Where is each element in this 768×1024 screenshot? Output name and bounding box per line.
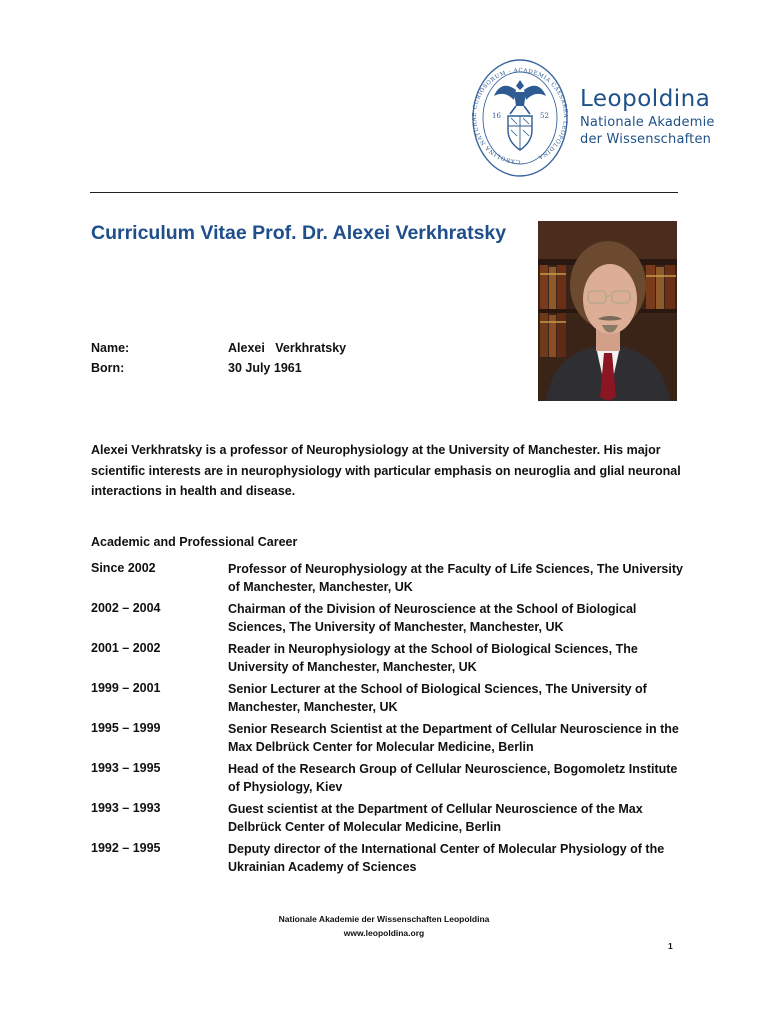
career-list xyxy=(91,561,691,881)
intro-paragraph: Alexei Verkhratsky is a professor of Neurophysiology at the University of Manchester. His major scientific interests are in neurophysiology with particular emphasis on neuroglia and glial neuronal interactions in health and disease. xyxy=(91,443,681,498)
svg-text:52: 52 xyxy=(540,112,549,120)
portrait-illustration xyxy=(538,221,677,401)
career-description: Chairman of the Division of Neuroscience at the School of Biological Sciences, The University of Manchester, Manchester, UK xyxy=(228,602,637,634)
logo-name: Leopoldina xyxy=(580,86,711,112)
career-entry xyxy=(91,681,691,721)
career-entry xyxy=(91,641,691,681)
name-label: Name: xyxy=(91,341,130,355)
career-years: 2002 – 2004 xyxy=(91,601,161,615)
career-entry xyxy=(91,721,691,761)
page-title: Curriculum Vitae Prof. Dr. Alexei Verkhratsky xyxy=(91,222,507,244)
career-heading: Academic and Professional Career xyxy=(91,535,298,549)
svg-text:16: 16 xyxy=(492,112,501,120)
academy-seal-icon xyxy=(470,56,570,180)
page-number: 1 xyxy=(668,941,673,951)
career-entry xyxy=(91,801,691,841)
born-label: Born: xyxy=(91,361,125,375)
career-description: Deputy director of the International Center of Molecular Physiology of the Ukrainian Academy of Sciences xyxy=(228,842,665,874)
career-entry xyxy=(91,841,691,881)
footer-website-link[interactable]: www.leopoldina.org xyxy=(343,928,425,938)
career-years: 1999 – 2001 xyxy=(91,681,161,695)
born-value: 30 July 1961 xyxy=(228,361,302,375)
career-entry xyxy=(91,761,691,801)
career-years: 1993 – 1993 xyxy=(91,801,161,815)
career-years: 2001 – 2002 xyxy=(91,641,161,655)
name-value: Alexei Verkhratsky xyxy=(228,341,347,355)
logo-subtitle-line-2: der Wissenschaften xyxy=(580,132,712,147)
leopoldina-logo xyxy=(470,56,730,180)
header-divider xyxy=(90,192,678,193)
career-description: Professor of Neurophysiology at the Faculty of Life Sciences, The University of Manchester, Manchester, UK xyxy=(228,562,683,594)
career-entry xyxy=(91,601,691,641)
career-description: Senior Lecturer at the School of Biological Sciences, The University of Manchester, Manchester, UK xyxy=(228,682,647,714)
career-years: 1992 – 1995 xyxy=(91,841,161,855)
career-description: Guest scientist at the Department of Cellular Neuroscience of the Max Delbrück Center of Molecular Medicine, Berlin xyxy=(228,802,643,834)
career-description: Reader in Neurophysiology at the School of Biological Sciences, The University of Manchester, Manchester, UK xyxy=(228,642,638,674)
career-years: 1995 – 1999 xyxy=(91,721,161,735)
career-description: Senior Research Scientist at the Department of Cellular Neuroscience in the Max Delbrück Center for Molecular Medicine, Berlin xyxy=(228,722,679,754)
career-years: Since 2002 xyxy=(91,561,156,575)
career-years: 1993 – 1995 xyxy=(91,761,161,775)
logo-wordmark xyxy=(580,84,715,148)
portrait-photo xyxy=(538,221,677,401)
career-description: Head of the Research Group of Cellular Neuroscience, Bogomoletz Institute of Physiology, Kiev xyxy=(228,762,678,794)
logo-subtitle-line-1: Nationale Akademie xyxy=(580,115,715,130)
footer-institution: Nationale Akademie der Wissenschaften Leopoldina xyxy=(278,914,490,924)
svg-text:CAROLINA NATURAE CURIOSORUM ·: CAROLINA NATURAE CURIOSORUM · ACADEMIA CAESAREA LEOPOLDINA xyxy=(471,67,569,165)
career-entry xyxy=(91,561,691,601)
